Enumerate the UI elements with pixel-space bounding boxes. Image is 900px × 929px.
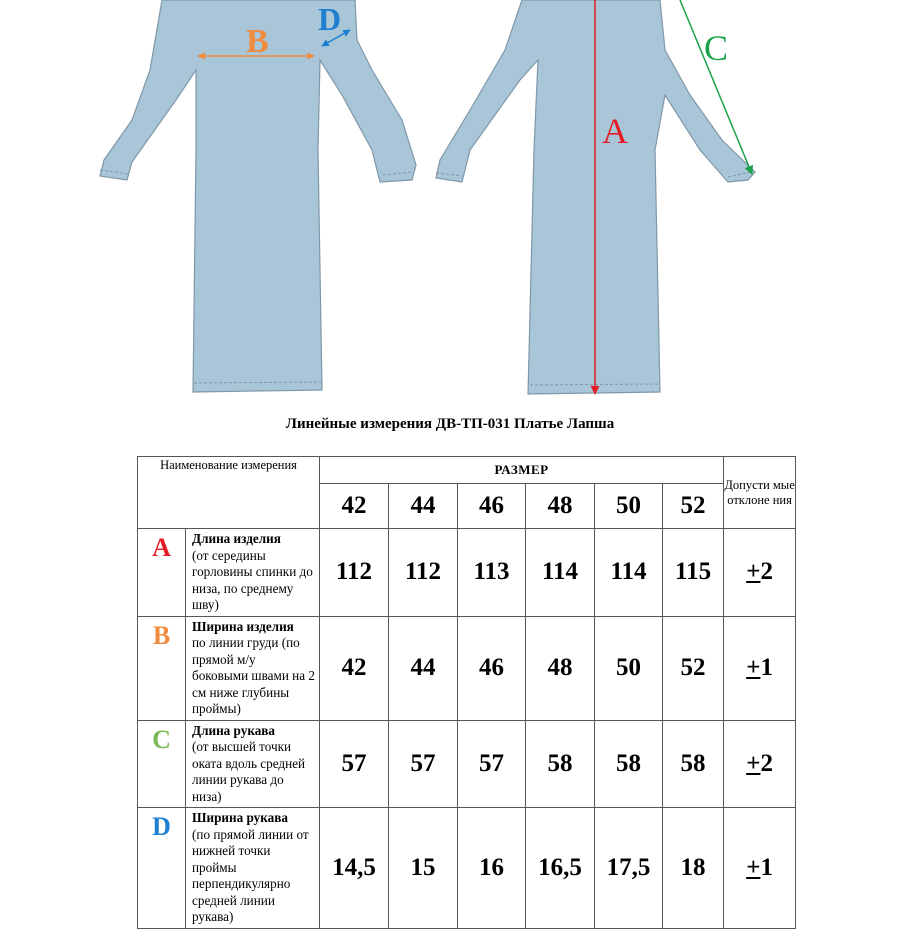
value-cell: 44 — [389, 616, 458, 720]
table-row — [138, 808, 796, 929]
dress-back — [436, 0, 755, 394]
row-letter: B — [138, 616, 186, 720]
size-cell: 48 — [526, 484, 595, 529]
tolerance-cell: +1 — [724, 808, 796, 929]
row-letter: A — [138, 529, 186, 617]
row-description: Длина рукава (от высшей точки оката вдоль средней линии рукава до низа) — [186, 720, 320, 808]
dress-diagram — [0, 0, 900, 410]
table-row — [138, 616, 796, 720]
header-size: РАЗМЕР — [320, 457, 724, 484]
value-cell: 57 — [389, 720, 458, 808]
value-cell: 112 — [389, 529, 458, 617]
label-c: C — [704, 28, 729, 68]
header-deviation: Допусти мые отклоне ния — [724, 457, 796, 529]
value-cell: 52 — [663, 616, 724, 720]
row-description: Ширина рукава (по прямой линии от нижней точки проймы перпендикулярно средней линии рукава) — [186, 808, 320, 929]
tolerance-cell: +1 — [724, 616, 796, 720]
dress-front — [100, 0, 416, 392]
size-cell: 46 — [458, 484, 526, 529]
label-a: A — [602, 111, 628, 151]
row-description: Длина изделия (от середины горловины спинки до низа, по среднему шву) — [186, 529, 320, 617]
value-cell: 113 — [458, 529, 526, 617]
tolerance-cell: +2 — [724, 529, 796, 617]
row-letter: D — [138, 808, 186, 929]
measurements-table — [137, 456, 796, 929]
value-cell: 17,5 — [595, 808, 663, 929]
value-cell: 112 — [320, 529, 389, 617]
value-cell: 14,5 — [320, 808, 389, 929]
value-cell: 16,5 — [526, 808, 595, 929]
value-cell: 57 — [320, 720, 389, 808]
value-cell: 46 — [458, 616, 526, 720]
size-cell: 50 — [595, 484, 663, 529]
size-cell: 42 — [320, 484, 389, 529]
value-cell: 16 — [458, 808, 526, 929]
value-cell: 15 — [389, 808, 458, 929]
header-measurement-name: Наименование измерения — [138, 457, 320, 529]
label-b: B — [246, 23, 269, 60]
value-cell: 42 — [320, 616, 389, 720]
value-cell: 50 — [595, 616, 663, 720]
value-cell: 48 — [526, 616, 595, 720]
value-cell: 114 — [595, 529, 663, 617]
table-row — [138, 720, 796, 808]
row-letter: C — [138, 720, 186, 808]
value-cell: 18 — [663, 808, 724, 929]
value-cell: 58 — [595, 720, 663, 808]
value-cell: 114 — [526, 529, 595, 617]
row-description: Ширина изделия по линии груди (по прямой м/у боковыми швами на 2 см ниже глубины проймы) — [186, 616, 320, 720]
document-title: Линейные измерения ДВ-ТП-031 Платье Лапша — [285, 416, 615, 432]
label-d: D — [318, 1, 342, 37]
value-cell: 115 — [663, 529, 724, 617]
size-cell: 52 — [663, 484, 724, 529]
value-cell: 58 — [663, 720, 724, 808]
size-cell: 44 — [389, 484, 458, 529]
value-cell: 57 — [458, 720, 526, 808]
value-cell: 58 — [526, 720, 595, 808]
tolerance-cell: +2 — [724, 720, 796, 808]
table-row — [138, 529, 796, 617]
